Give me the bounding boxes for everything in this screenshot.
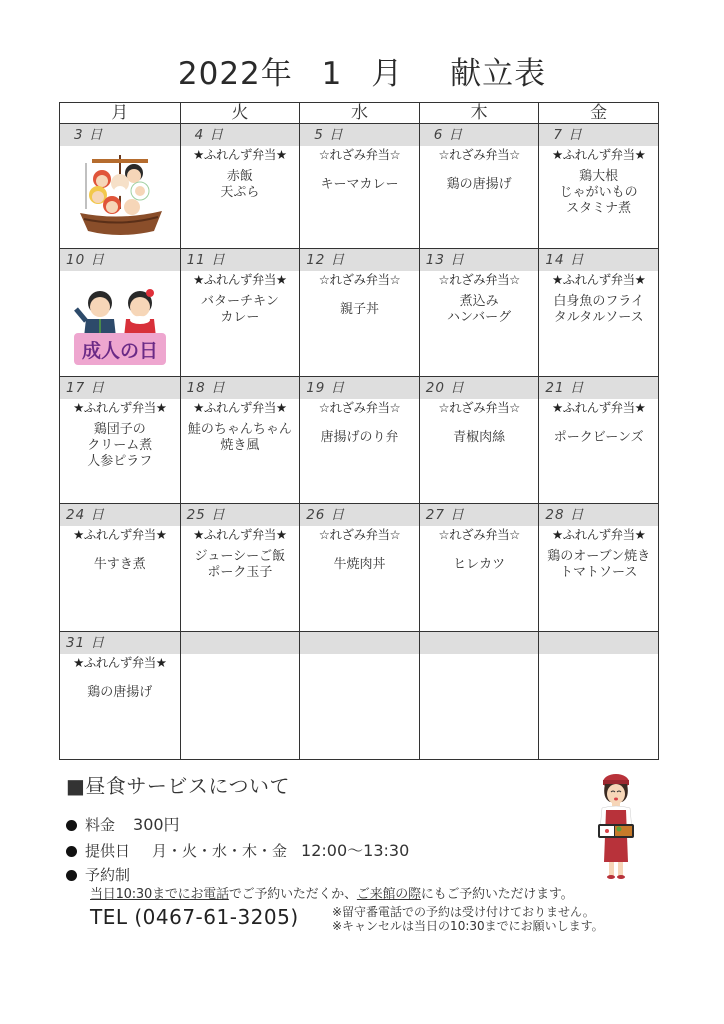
note-answering-machine: ※留守番電話での予約は受け付けておりません。: [332, 905, 595, 919]
coming-of-age-day-illustration: [60, 271, 180, 376]
week-row: [60, 504, 658, 632]
bento-type: ☆れざみ弁当☆: [438, 272, 520, 287]
menu-items: [420, 430, 539, 446]
reservation-phone-deadline: 当日10:30までにお電話: [90, 887, 229, 902]
bento-type: ☆れざみ弁当☆: [318, 147, 401, 162]
week-row: [60, 377, 658, 504]
menu-item: 唐揚げのり弁: [320, 430, 399, 445]
day-cell: [299, 377, 419, 503]
day-cell: [538, 377, 658, 503]
menu-item: 牛焼肉丼: [333, 557, 386, 572]
date-label: 3 日: [60, 124, 180, 146]
menu-items: [539, 549, 658, 581]
menu-item: 鮭のちゃんちゃん: [187, 422, 292, 437]
bullet-icon: [66, 820, 77, 831]
day-cell: [538, 504, 658, 631]
weekday-fri: 金: [538, 103, 658, 123]
service-days-row: [66, 838, 409, 861]
menu-items: [539, 430, 658, 446]
menu-item: 鶏団子の: [93, 422, 146, 437]
day-cell: [180, 124, 300, 248]
reservation-label: 予約制: [85, 866, 131, 884]
day-cell: [180, 377, 300, 503]
date-label: 25 日: [181, 504, 300, 526]
menu-items: [60, 422, 180, 470]
menu-item: トマトソース: [559, 565, 638, 580]
menu-item: 白身魚のフライ: [553, 294, 644, 309]
day-cell: [419, 377, 539, 503]
day-cell: [180, 249, 300, 376]
date-label: 21 日: [539, 377, 658, 399]
title-year: 2022年: [177, 56, 293, 92]
waitress-illustration-icon: [588, 770, 644, 882]
date-label: 4 日: [181, 124, 300, 146]
date-label: 18 日: [181, 377, 300, 399]
menu-item: 天ぷら: [220, 185, 260, 200]
menu-item: 焼き風: [220, 438, 260, 453]
title-label: 献立表: [450, 56, 547, 92]
date-label: 31 日: [60, 632, 180, 654]
price-label: 料金: [85, 816, 116, 834]
menu-item: ポーク玉子: [207, 565, 273, 580]
lunch-service-info: [66, 770, 666, 799]
reservation-text-end: にもご予約いただけます。: [420, 887, 574, 902]
coming-of-age-day-label: 成人の日: [81, 339, 158, 362]
menu-item: 赤飯: [226, 169, 253, 184]
bento-type: ☆れざみ弁当☆: [318, 527, 401, 542]
date-label: 20 日: [420, 377, 539, 399]
menu-item: 鶏大根: [579, 169, 619, 184]
menu-item: ハンバーグ: [447, 310, 512, 325]
bullet-icon: [66, 846, 77, 857]
bento-type: ★ふれんず弁当★: [193, 147, 287, 162]
menu-items: [181, 294, 300, 326]
menu-items: [539, 294, 658, 326]
day-cell: [60, 504, 180, 631]
title-month-unit: 月: [371, 56, 404, 92]
bento-type: ★ふれんず弁当★: [193, 527, 287, 542]
weekday-header: [60, 103, 658, 124]
bento-type: ☆れざみ弁当☆: [438, 147, 520, 162]
day-cell: [60, 377, 180, 503]
menu-item: ポークビーンズ: [553, 430, 644, 445]
menu-item: スタミナ煮: [566, 201, 632, 216]
date-label: 17 日: [60, 377, 180, 399]
menu-items: [539, 169, 658, 217]
menu-item: 鶏の唐揚げ: [87, 685, 153, 700]
bento-type: ☆れざみ弁当☆: [318, 272, 401, 287]
menu-item: 牛すき煮: [93, 557, 146, 572]
menu-item: 人参ピラフ: [87, 454, 153, 469]
bento-type: ☆れざみ弁当☆: [318, 400, 401, 415]
day-cell: [538, 124, 658, 248]
date-label: 26 日: [300, 504, 419, 526]
bento-type: ☆れざみ弁当☆: [438, 400, 520, 415]
date-label: 12 日: [300, 249, 419, 271]
menu-items: [300, 557, 419, 573]
price-value: 300円: [133, 815, 180, 834]
weekday-mon: 月: [111, 103, 129, 123]
notes: [332, 905, 604, 933]
menu-items: [300, 430, 419, 446]
page-title: [0, 48, 724, 93]
week-row: [60, 632, 658, 759]
bento-type: ★ふれんず弁当★: [193, 272, 287, 287]
weekday-wed: 水: [299, 103, 419, 123]
date-label: [420, 632, 539, 654]
menu-items: [420, 557, 539, 573]
menu-items: [300, 177, 419, 193]
menu-calendar: [59, 102, 659, 760]
bullet-icon: [66, 870, 77, 881]
date-label: 5 日: [300, 124, 419, 146]
menu-items: [181, 169, 300, 201]
bento-type: ★ふれんず弁当★: [73, 527, 167, 542]
telephone-number: TEL (0467-61-3205): [90, 905, 299, 929]
menu-item: キーマカレー: [320, 177, 399, 192]
menu-items: [420, 294, 539, 326]
week-row: [60, 249, 658, 377]
seven-lucky-gods-ship-icon: [72, 149, 168, 245]
reservation-visit: ご来館の際: [356, 887, 421, 902]
date-label: 10 日: [60, 249, 180, 271]
time-value: 12:00～13:30: [301, 841, 410, 860]
bento-type: ★ふれんず弁当★: [73, 655, 167, 670]
coming-of-age-day-icon: [70, 279, 170, 369]
day-cell: [299, 249, 419, 376]
menu-items: [300, 302, 419, 318]
bento-type: ★ふれんず弁当★: [551, 147, 646, 162]
date-label: 7 日: [539, 124, 658, 146]
bento-type: ★ふれんず弁当★: [73, 400, 167, 415]
bento-type: ★ふれんず弁当★: [551, 527, 646, 542]
reservation-row: [66, 864, 130, 885]
price-row: [66, 812, 180, 835]
days-label: 提供日: [85, 842, 131, 860]
date-label: 6 日: [420, 124, 539, 146]
bento-type: ★ふれんず弁当★: [551, 272, 646, 287]
date-label: 28 日: [539, 504, 658, 526]
day-cell: [60, 632, 180, 759]
date-label: [300, 632, 419, 654]
reservation-instructions: [90, 883, 573, 902]
menu-item: カレー: [220, 310, 260, 325]
menu-items: [420, 177, 539, 193]
weekday-thu: 木: [419, 103, 539, 123]
menu-item: タルタルソース: [553, 310, 644, 325]
bento-type: ★ふれんず弁当★: [193, 400, 287, 415]
empty-day-cell: [180, 632, 300, 759]
day-cell: [299, 504, 419, 631]
bento-type: ★ふれんず弁当★: [551, 400, 646, 415]
days-value: 月・火・水・木・金: [152, 842, 288, 860]
date-label: 24 日: [60, 504, 180, 526]
title-month: 1: [321, 56, 343, 92]
menu-item: 親子丼: [339, 302, 379, 317]
day-cell: [60, 124, 180, 248]
day-cell: [419, 124, 539, 248]
menu-item: クリーム煮: [87, 438, 153, 453]
date-label: 11 日: [181, 249, 300, 271]
menu-item: バターチキン: [200, 294, 279, 309]
menu-item: ジューシーご飯: [194, 549, 286, 564]
date-label: 19 日: [300, 377, 419, 399]
empty-day-cell: [538, 632, 658, 759]
date-label: 27 日: [420, 504, 539, 526]
day-cell: [180, 504, 300, 631]
menu-items: [60, 685, 180, 701]
day-cell: [299, 124, 419, 248]
menu-item: 鶏の唐揚げ: [446, 177, 512, 192]
bento-type: ☆れざみ弁当☆: [438, 527, 520, 542]
day-cell: [419, 504, 539, 631]
menu-items: [60, 557, 180, 573]
menu-item: じゃがいもの: [559, 185, 638, 200]
menu-item: ヒレカツ: [453, 557, 506, 572]
date-label: 13 日: [420, 249, 539, 271]
seven-lucky-gods-ship-illustration: [60, 146, 180, 248]
menu-item: 鶏のオーブン焼き: [547, 549, 651, 564]
info-heading: ■昼食サービスについて: [66, 774, 290, 798]
date-label: [539, 632, 658, 654]
day-cell: [60, 249, 180, 376]
weekday-tue: 火: [180, 103, 300, 123]
date-label: [181, 632, 300, 654]
reservation-text: でご予約いただくか、: [228, 887, 357, 902]
empty-day-cell: [419, 632, 539, 759]
menu-items: [181, 549, 300, 581]
day-cell: [419, 249, 539, 376]
menu-items: [181, 422, 300, 454]
date-label: 14 日: [539, 249, 658, 271]
note-cancellation: ※キャンセルは当日の10:30までにお願いします。: [332, 919, 604, 933]
menu-item: 煮込み: [459, 294, 499, 309]
week-row: [60, 124, 658, 249]
menu-item: 青椒肉絲: [453, 430, 506, 445]
day-cell: [538, 249, 658, 376]
empty-day-cell: [299, 632, 419, 759]
